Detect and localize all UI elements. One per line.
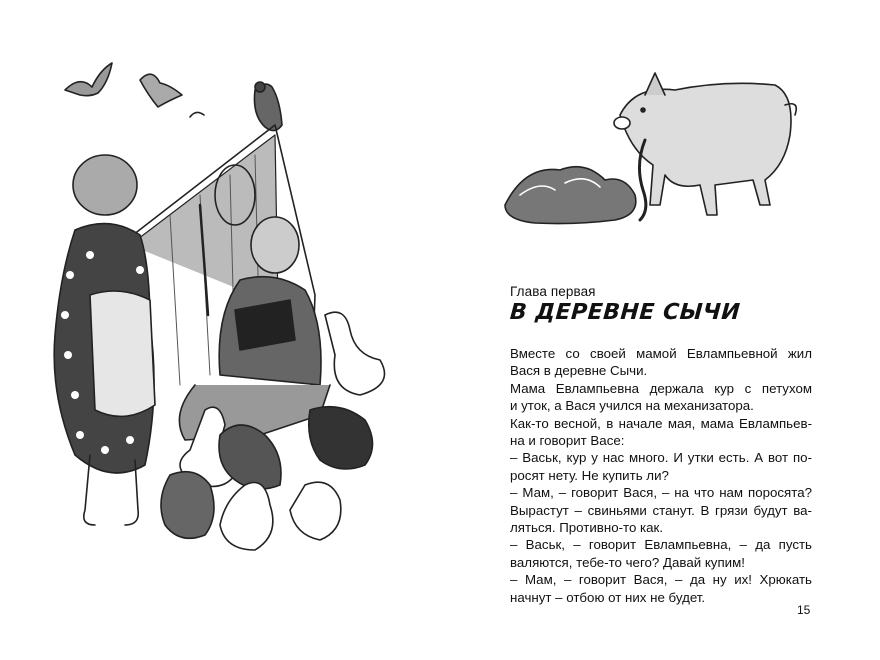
chicken-icon	[290, 482, 341, 540]
text-line: начнут – отбою от них не будет.	[510, 589, 706, 605]
goose-icon	[220, 483, 273, 551]
pigeon-icon	[254, 82, 282, 131]
chapter-label: Глава первая	[510, 284, 596, 299]
text-line: Вася в деревне Сычи.	[510, 363, 648, 379]
text-line: Мама Евлампьевна держала кур с петухом	[510, 380, 812, 396]
text-line: росят нету. Не купить ли?	[510, 467, 669, 483]
text-line: Вместе со своей мамой Евлампьевной жил	[510, 346, 812, 361]
text-line: и уток, а Вася учился на механизатора.	[510, 398, 754, 414]
chapter-body	[510, 345, 812, 606]
flying-bird-icon	[140, 74, 182, 107]
village-illustration	[20, 55, 420, 615]
pig-illustration	[495, 55, 825, 245]
chapter-title: В ДЕРЕВНЕ СЫЧИ	[509, 300, 742, 325]
chicken-icon	[161, 472, 214, 539]
pig-icon	[614, 73, 796, 215]
text-line: – Мам, – говорит Вася, – на что нам поросята?	[510, 485, 812, 501]
text-line: валяются, тебе-то чего? Давай купим!	[510, 554, 745, 570]
mud-pile-icon	[505, 140, 646, 224]
flying-bird-icon	[65, 63, 112, 96]
text-line: ляться. Противно-то как.	[510, 520, 664, 536]
woman-figure	[54, 155, 155, 525]
text-line: на и говорит Васе:	[510, 433, 625, 449]
chicken-icon	[309, 407, 373, 469]
text-line: – Мам, – говорит Вася, – да ну их! Хрюкать	[510, 572, 812, 588]
page-number: 15	[797, 603, 811, 617]
text-line: Как-то весной, в начале мая, мама Евлампьев-	[510, 415, 812, 431]
text-line: – Васьк, кур у нас много. И утки есть. А вот по-	[510, 450, 812, 466]
text-line: – Васьк, – говорит Евлампьевна, – да пусть	[510, 537, 812, 553]
text-line: Вырастут – свиньями станут. В грязи будут ва-	[510, 502, 812, 518]
goose-icon	[325, 312, 385, 395]
